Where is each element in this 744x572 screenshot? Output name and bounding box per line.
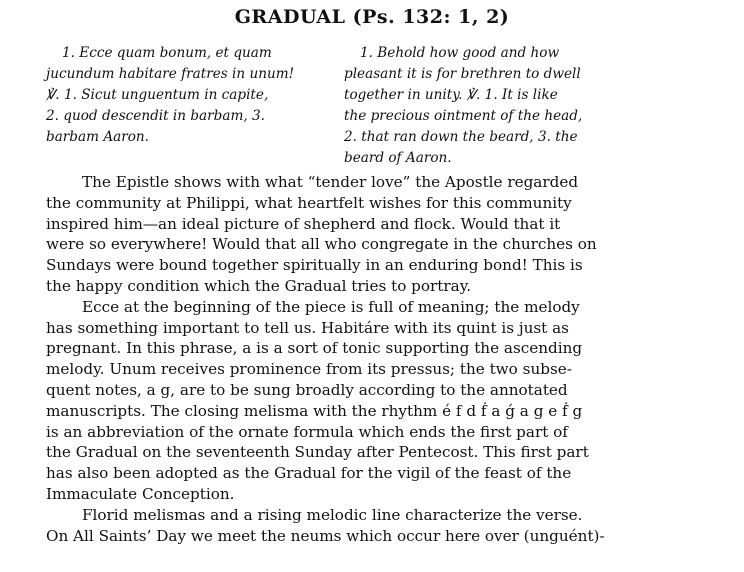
- paragraph-line: Immaculate Conception.: [46, 484, 235, 503]
- paragraph-line: On All Saints’ Day we meet the neums which occur here over (unguént)-: [46, 526, 605, 545]
- english-line: the precious ointment of the head,: [344, 108, 583, 124]
- latin-line: barbam Aaron.: [46, 129, 150, 145]
- paragraph-line: quent notes, a g, are to be sung broadly according to the annotated: [46, 380, 568, 399]
- paragraph-line: is an abbreviation of the ornate formula which ends the first part of: [46, 422, 568, 441]
- latin-line: ℣. 1. Sicut unguentum in capite,: [46, 87, 269, 103]
- english-line: 2. that ran down the beard, 3. the: [344, 129, 578, 145]
- paragraph-line: the Gradual on the seventeenth Sunday after Pentecost. This first part: [46, 443, 589, 462]
- paragraph-line: The Epistle shows with what “tender love” the Apostle regarded: [82, 173, 579, 191]
- paragraph-line: has something important to tell us. Habitáre with its quint is just as: [46, 318, 569, 337]
- paragraph-line: Sundays were bound together spiritually in an enduring bond! This is: [46, 256, 583, 275]
- paragraph-line: pregnant. In this phrase, a is a sort of tonic supporting the ascending: [46, 339, 583, 358]
- paragraph-line: has also been adopted as the Gradual for the vigil of the feast of the: [46, 464, 572, 483]
- paragraph-line: were so everywhere! Would that all who congregate in the churches on: [46, 235, 597, 254]
- english-line: pleasant it is for brethren to dwell: [344, 66, 581, 82]
- paragraph-line: Ecce at the beginning of the piece is full of meaning; the melody: [82, 297, 580, 316]
- latin-text-column: [46, 43, 328, 148]
- english-line: beard of Aaron.: [344, 150, 452, 166]
- english-line: 1. Behold how good and how: [360, 45, 560, 61]
- latin-line: 1. Ecce quam bonum, et quam: [62, 45, 272, 61]
- commentary-body: [46, 172, 626, 546]
- paragraph-line: melody. Unum receives prominence from its pressus; the two subse-: [46, 360, 572, 379]
- gradual-title: GRADUAL (Ps. 132: 1, 2): [234, 6, 510, 28]
- paragraph-line: manuscripts. The closing melisma with the rhythm é f d ḟ a ǵ a g e ḟ g: [46, 401, 583, 420]
- paragraph-line: inspired him—an ideal picture of shepherd and flock. Would that it: [46, 214, 561, 233]
- latin-line: jucundum habitare fratres in unum!: [46, 66, 295, 82]
- paragraph-line: the happy condition which the Gradual tries to portray.: [46, 276, 472, 295]
- english-text-column: [344, 43, 622, 169]
- latin-line: 2. quod descendit in barbam, 3.: [46, 108, 265, 124]
- paragraph-line: Florid melismas and a rising melodic line characterize the verse.: [82, 505, 583, 524]
- paragraph-line: the community at Philippi, what heartfelt wishes for this community: [46, 193, 572, 212]
- english-line: together in unity. ℣. 1. It is like: [344, 87, 558, 103]
